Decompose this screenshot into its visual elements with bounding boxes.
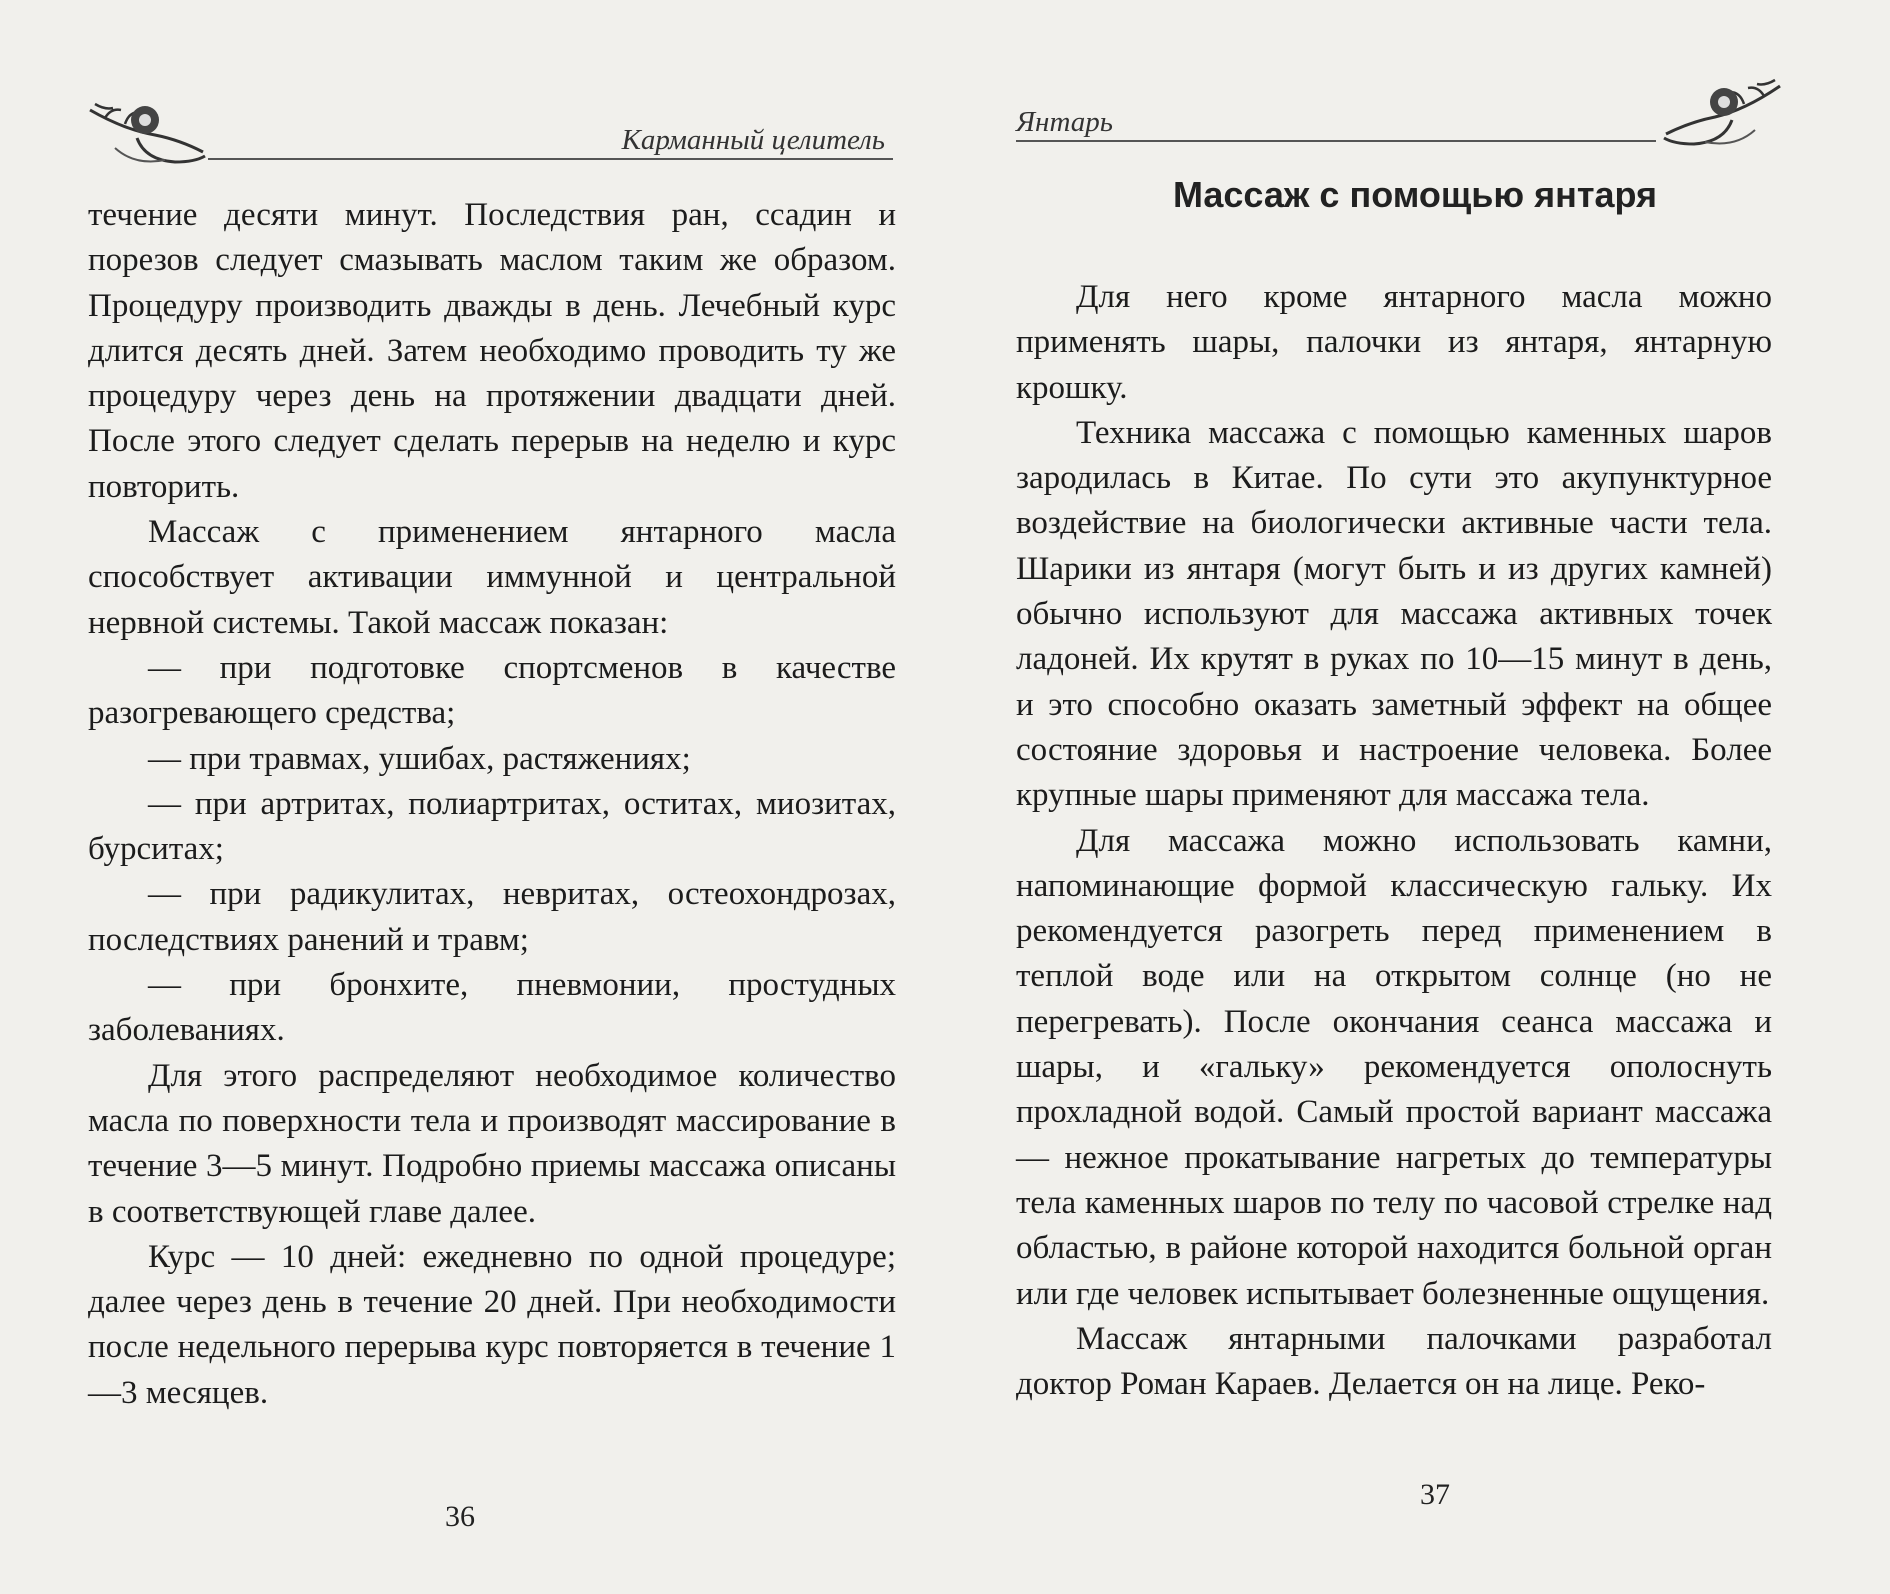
paragraph: Техника массажа с помощью каменных шаров зародилась в Китае. По сути это акупунктурное воздействие на биологически активные части тела. Шарики из янтаря (могут быть и из других камней) обычно используют для массажа активных точек ладоней. Их крутят в руках по 10—15 минут в день, и это способно оказать заметный эффект на общее состояние здоровья и настроение человека. Более крупные шары применяют для массажа тела. [1016,414,1772,814]
paragraph: Для этого распределяют необходимое количество масла по поверхности тела и производят массирование в течение 3—5 минут. Подробно приемы массажа описаны в соответствующей главе далее. [88,1057,896,1230]
paragraph: Массаж с применением янтарного масла способствует активации иммунной и центральной нервной системы. Такой массаж показан: [88,514,896,641]
left-page [0,0,940,1594]
paragraph: Массаж янтарными палочками разработал доктор Роман Караев. Делается он на лице. Реко- [1016,1320,1772,1403]
running-head: Карманный целитель [621,124,885,156]
section-title: Массаж с помощью янтаря [1172,174,1658,215]
right-body-text [1016,275,1772,1407]
page-number: 36 [445,1500,475,1533]
list-item: — при радикулитах, невритах, остеохондрозах, последствиях ранений и травм; [88,876,896,958]
left-body-text [88,193,896,1416]
list-item: — при травмах, ушибах, растяжениях; [148,740,691,777]
cornflower-sprig-icon [85,90,210,170]
list-item: — при бронхите, пневмонии, простудных заболеваниях. [88,967,896,1049]
paragraph: Для массажа можно использовать камни, напоминающие формой классическую гальку. Их рекомендуется разогреть перед применением в теплой воде или на открытом солнце (но не перегревать). После окончания сеанса массажа и шары, и «гальку» рекомендуется ополоснуть прохладной водой. Самый простой вариант массажа — нежное прокатывание нагретых до температуры тела каменных шаров по телу по часовой стрелке над областью, в районе которой находится больной орган или где человек испытывает болезненные ощущения. [1016,822,1772,1312]
header-rule [1016,140,1656,142]
page-number: 37 [1420,1478,1450,1511]
paragraph: Для него кроме янтарного масла можно применять шары, палочки из янтаря, янтарную крошку. [1016,279,1772,406]
right-page [940,0,1890,1594]
paragraph: течение десяти минут. Последствия ран, ссадин и порезов следует смазывать маслом таким же образом. Процедуру производить дважды в день. Лечебный курс длится десять дней. Затем необходимо проводить ту же процедуру через день на протяжении двадцати дней. После этого следует сделать перерыв на неделю и курс повторить. [88,197,896,505]
cornflower-sprig-icon [1660,72,1785,152]
list-item: — при артритах, полиартритах, оститах, миозитах, бурситах; [88,785,896,868]
running-head: Янтарь [1016,106,1113,138]
list-item: — при подготовке спортсменов в качестве разогревающего средства; [88,649,896,732]
paragraph: Курс — 10 дней: ежедневно по одной процедуре; далее через день в течение 20 дней. При необходимости после недельного перерыва курс повторяется в течение 1—3 месяцев. [88,1238,896,1411]
header-rule [208,158,893,160]
